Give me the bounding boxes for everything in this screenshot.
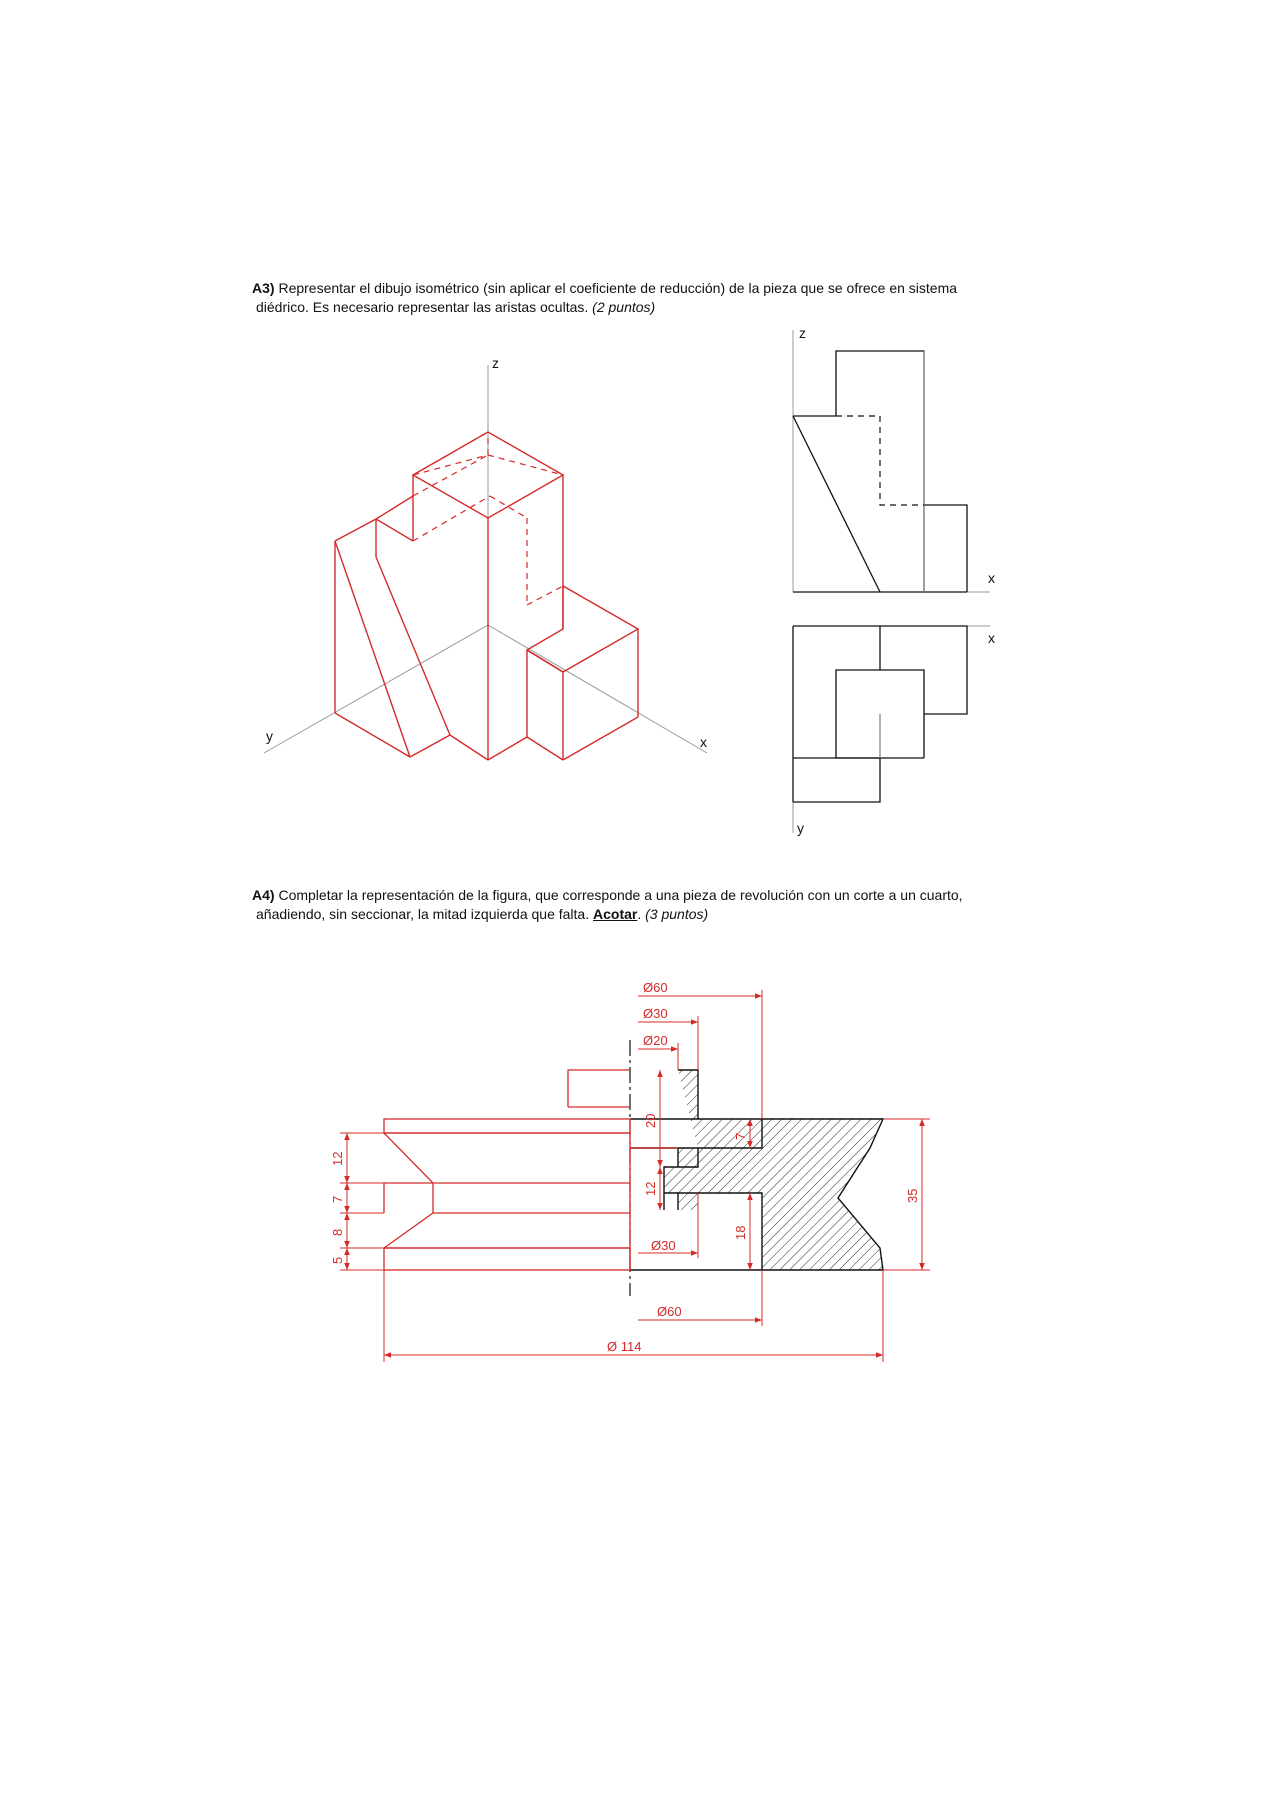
a3-line1: Representar el dibujo isométrico (sin aplicar el coeficiente de reducción) de la pieza que se ofrece en sistema <box>278 280 958 296</box>
dim-v12-center: 12 <box>643 1181 658 1196</box>
dim-v18: 18 <box>733 1225 748 1240</box>
dim-v35: 35 <box>905 1188 920 1203</box>
dim-left-12: 12 <box>330 1151 345 1166</box>
iso-y-axis <box>264 625 488 753</box>
pulley-drawing <box>330 980 930 1362</box>
ortho-x-label-top: x <box>988 570 995 586</box>
dim-v7-right: 7 <box>733 1132 748 1140</box>
dim-v20: 20 <box>643 1113 658 1128</box>
ortho-x-label-bottom: x <box>988 630 995 646</box>
a4-statement: A4) Completar la representación de la figura, que corresponde a una pieza de revolución con un corte a un cuarto, añadiendo, sin seccionar, la mitad izquierda que falta. Acotar. (3 puntos) <box>252 887 963 922</box>
dim-d114: Ø 114 <box>607 1339 642 1354</box>
a3-code: A3) <box>252 280 275 296</box>
iso-y-label: y <box>266 728 273 744</box>
iso-z-label: z <box>492 355 499 371</box>
dim-d20: Ø20 <box>643 1033 668 1048</box>
ortho-z-label: z <box>799 325 806 341</box>
orthographic-views <box>793 325 995 836</box>
dim-left-8: 8 <box>330 1228 345 1236</box>
a3-line2: diédrico. Es necesario representar las aristas ocultas. <box>256 299 589 315</box>
isometric-drawing <box>264 355 707 760</box>
top-view <box>793 626 967 802</box>
dim-d30-mid: Ø30 <box>651 1238 676 1253</box>
dim-left-7: 7 <box>330 1195 345 1203</box>
iso-axes <box>264 365 707 753</box>
a3-points: (2 puntos) <box>592 299 656 315</box>
a4-line1: Completar la representación de la figura, que corresponde a una pieza de revolución con un corte a un cuarto, <box>278 887 963 903</box>
iso-visible-edges <box>335 432 638 760</box>
a4-line2: añadiendo, sin seccionar, la mitad izquierda que falta. <box>256 906 590 922</box>
left-half-outline <box>384 1070 678 1270</box>
a4-code: A4) <box>252 887 275 903</box>
iso-x-label: x <box>700 734 707 750</box>
front-view-hidden <box>836 416 924 505</box>
dim-left-5: 5 <box>330 1256 345 1264</box>
ortho-y-label: y <box>797 820 804 836</box>
a4-points: (3 puntos) <box>645 906 709 922</box>
dim-d60-bottom: Ø60 <box>657 1304 682 1319</box>
a4-acotar: Acotar <box>593 906 638 922</box>
section-hatch <box>664 1070 883 1270</box>
dim-d30-top: Ø30 <box>643 1006 668 1021</box>
iso-x-axis <box>488 625 707 753</box>
dim-d60-top: Ø60 <box>643 980 668 995</box>
